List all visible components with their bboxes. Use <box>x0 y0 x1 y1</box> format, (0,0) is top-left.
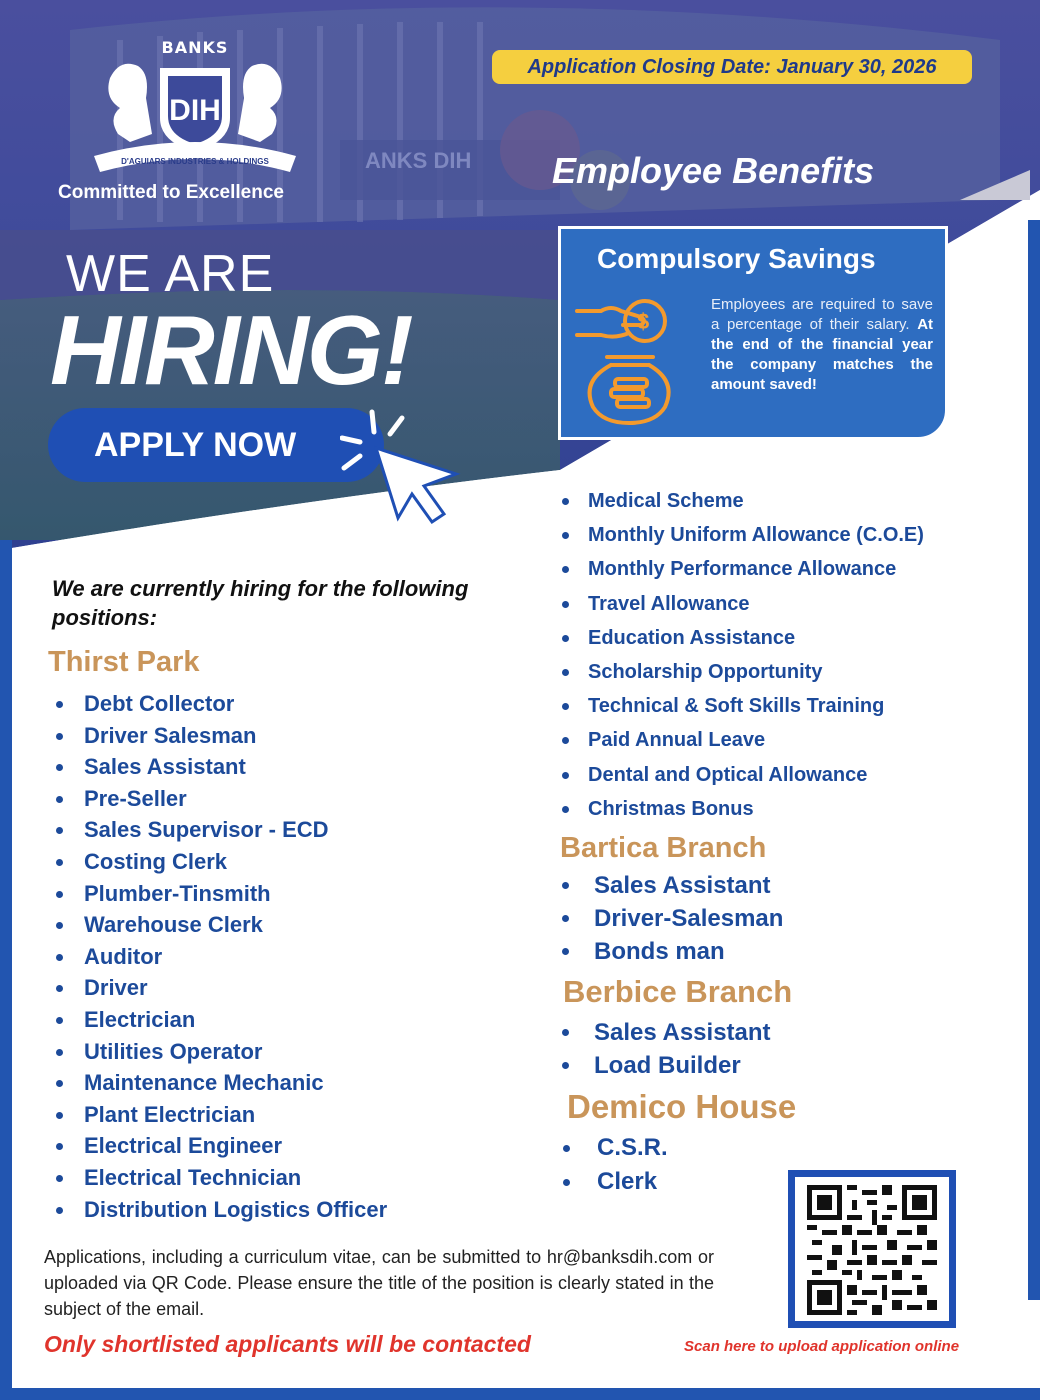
location-heading-thirst-park: Thirst Park <box>48 646 200 678</box>
qr-code[interactable] <box>788 1170 956 1328</box>
position-item: Sales Assistant <box>84 751 387 783</box>
apply-now-button[interactable]: APPLY NOW <box>48 408 384 482</box>
headline-hiring: HIRING! <box>50 295 412 405</box>
berbice-positions <box>594 1016 771 1082</box>
benefit-item: Technical & Soft Skills Training <box>588 689 924 723</box>
scan-qr-label: Scan here to upload application online <box>684 1338 960 1355</box>
location-heading-demico-house: Demico House <box>567 1088 797 1125</box>
qr-code-icon <box>807 1185 937 1315</box>
position-item: Pre-Seller <box>84 783 387 815</box>
banks-dih-logo <box>90 38 300 178</box>
position-item: Distribution Logistics Officer <box>84 1194 387 1226</box>
position-item: Plant Electrician <box>84 1099 387 1131</box>
savings-text-bold: At the end of the financial year the company matches the amount saved! <box>711 316 934 393</box>
position-item: Auditor <box>84 941 387 973</box>
logo-ribbon-text: D'AGUIARS INDUSTRIES & HOLDINGS <box>121 157 269 166</box>
cursor-click-icon <box>340 404 470 526</box>
shortlist-note: Only shortlisted applicants will be contacted <box>44 1331 531 1357</box>
position-item: Driver <box>84 972 387 1004</box>
position-item: Driver-Salesman <box>594 902 783 935</box>
logo-brand: BANKS <box>161 38 229 57</box>
compulsory-savings-card <box>558 226 948 440</box>
logo-monogram: DIH <box>169 94 221 127</box>
position-item: Costing Clerk <box>84 846 387 878</box>
application-instructions: Applications, including a curriculum vitae, can be submitted to hr@banksdih.com or uploaded via QR Code. Please ensure the title of the position is clearly stated in the subject of the email. <box>44 1247 714 1319</box>
position-item: Utilities Operator <box>84 1036 387 1068</box>
position-item: Debt Collector <box>84 688 387 720</box>
position-item: Electrical Technician <box>84 1162 387 1194</box>
left-border <box>0 540 12 1400</box>
benefits-list <box>588 484 924 826</box>
svg-text:$: $ <box>637 309 650 334</box>
position-item: Sales Supervisor - ECD <box>84 814 387 846</box>
bartica-positions <box>594 869 783 968</box>
logo-tagline: Committed to Excellence <box>58 182 284 203</box>
demico-house-positions <box>597 1131 668 1199</box>
position-item: Maintenance Mechanic <box>84 1067 387 1099</box>
headline-we-are: WE ARE <box>66 245 275 303</box>
benefit-item: Monthly Performance Allowance <box>588 552 924 586</box>
benefit-item: Medical Scheme <box>588 484 924 518</box>
location-heading-bartica: Bartica Branch <box>560 832 767 864</box>
savings-title: Compulsory Savings <box>597 243 876 274</box>
benefits-title: Employee Benefits <box>552 150 875 191</box>
position-item: Driver Salesman <box>84 720 387 752</box>
closing-date-banner: Application Closing Date: January 30, 2026 <box>492 50 972 84</box>
benefit-item: Scholarship Opportunity <box>588 655 924 689</box>
savings-description <box>711 295 933 395</box>
position-item: Sales Assistant <box>594 869 783 902</box>
location-heading-berbice: Berbice Branch <box>563 974 793 1009</box>
thirst-park-positions <box>84 688 387 1225</box>
position-item: Clerk <box>597 1165 668 1199</box>
svg-text:ANKS DIH: ANKS DIH <box>365 148 472 173</box>
savings-text-plain: Employees are required to save a percentage of their salary. <box>711 296 933 333</box>
benefit-item: Christmas Bonus <box>588 792 924 826</box>
position-item: Warehouse Clerk <box>84 909 387 941</box>
position-item: Electrician <box>84 1004 387 1036</box>
benefit-item: Monthly Uniform Allowance (C.O.E) <box>588 518 924 552</box>
benefit-item: Education Assistance <box>588 621 924 655</box>
benefit-item: Travel Allowance <box>588 587 924 621</box>
position-item: Electrical Engineer <box>84 1130 387 1162</box>
position-item: Load Builder <box>594 1049 771 1082</box>
position-item: Bonds man <box>594 935 783 968</box>
position-item: Sales Assistant <box>594 1016 771 1049</box>
lions-crest-icon <box>90 38 300 178</box>
positions-intro: We are currently hiring for the following positions: <box>52 576 469 630</box>
savings-jar-icon <box>571 295 681 425</box>
bottom-border <box>0 1388 1040 1400</box>
benefit-item: Paid Annual Leave <box>588 723 924 757</box>
position-item: C.S.R. <box>597 1131 668 1165</box>
benefit-item: Dental and Optical Allowance <box>588 758 924 792</box>
right-border <box>1028 220 1040 1300</box>
position-item: Plumber-Tinsmith <box>84 878 387 910</box>
